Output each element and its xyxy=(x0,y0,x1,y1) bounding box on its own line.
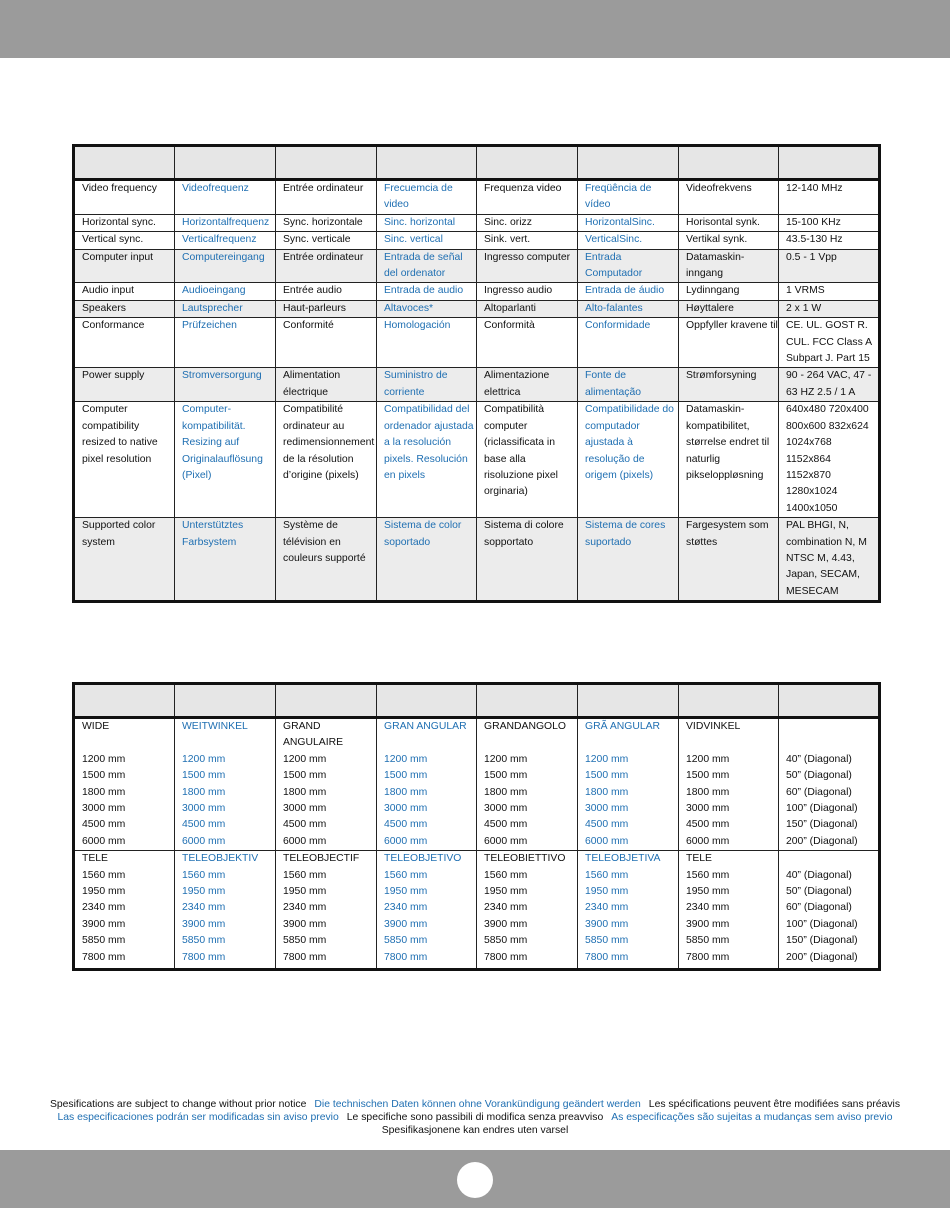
footer-text: Die technischen Daten können ohne Vorankündigung geändert werden xyxy=(314,1099,641,1110)
table-cell: Horizontalfrequenz xyxy=(175,214,276,231)
footer-text: Spesifications are subject to change without prior notice xyxy=(49,1099,307,1110)
table-row xyxy=(74,768,880,784)
table-cell: Entrée audio xyxy=(276,283,377,300)
footer-text: Le specifiche sono passibili di modifica senza preavviso xyxy=(346,1112,604,1123)
table-cell: 5850 mm xyxy=(679,933,779,949)
header-cell xyxy=(175,146,276,180)
table-cell: Ingresso audio xyxy=(477,283,578,300)
table-cell: Homologación xyxy=(377,318,477,368)
table-cell: GRANDANGOLO xyxy=(477,718,578,752)
header-cell xyxy=(679,684,779,718)
table-cell xyxy=(779,851,880,868)
table-cell: 200” (Diagonal) xyxy=(779,834,880,851)
table-cell: WEITWINKEL xyxy=(175,718,276,752)
table-cell: 1500 mm xyxy=(175,768,276,784)
table-cell: Ingresso computer xyxy=(477,249,578,283)
table-cell: Conformité xyxy=(276,318,377,368)
table-cell: Videofrekvens xyxy=(679,180,779,215)
table-cell: 12-140 MHz xyxy=(779,180,880,215)
table-cell: 50” (Diagonal) xyxy=(779,768,880,784)
table-cell: 7800 mm xyxy=(477,950,578,966)
header-cell xyxy=(276,146,377,180)
table-cell: Frequenza video xyxy=(477,180,578,215)
table-cell: Høyttalere xyxy=(679,300,779,317)
table-cell: Prüfzeichen xyxy=(175,318,276,368)
table-cell: Unterstütztes Farbsystem xyxy=(175,518,276,602)
table-cell: 1800 mm xyxy=(276,785,377,801)
table-cell: 7800 mm xyxy=(276,950,377,966)
table-cell: 1200 mm xyxy=(175,752,276,768)
table-row xyxy=(74,318,880,368)
table-row xyxy=(74,180,880,215)
table-cell: Stromversorgung xyxy=(175,368,276,402)
table-row xyxy=(74,214,880,231)
table-cell: Video frequency xyxy=(74,180,175,215)
table-row xyxy=(74,518,880,602)
table-cell: 1950 mm xyxy=(679,884,779,900)
table-cell: Conformità xyxy=(477,318,578,368)
table-cell: 3900 mm xyxy=(74,917,175,933)
table-cell: Système de télévision en couleurs supporté xyxy=(276,518,377,602)
table-cell: 3900 mm xyxy=(477,917,578,933)
table-cell: Haut-parleurs xyxy=(276,300,377,317)
table-row xyxy=(74,817,880,833)
table-cell: 1800 mm xyxy=(74,785,175,801)
table-cell: Conformance xyxy=(74,318,175,368)
table-cell xyxy=(679,966,779,970)
table-row xyxy=(74,851,880,868)
table-cell: 1500 mm xyxy=(679,768,779,784)
table-cell: 3000 mm xyxy=(377,801,477,817)
table-cell: Speakers xyxy=(74,300,175,317)
table-cell: 1800 mm xyxy=(377,785,477,801)
table-cell: 5850 mm xyxy=(578,933,679,949)
table-cell: 1200 mm xyxy=(578,752,679,768)
table-cell: Computer-kompatibilität. Resizing auf Originalauflösung (Pixel) xyxy=(175,402,276,518)
table-cell: 3000 mm xyxy=(74,801,175,817)
table-cell: 4500 mm xyxy=(578,817,679,833)
table-cell: 3900 mm xyxy=(679,917,779,933)
table-row xyxy=(74,884,880,900)
table-cell: Audio input xyxy=(74,283,175,300)
table-cell: Strømforsyning xyxy=(679,368,779,402)
table-cell: 3900 mm xyxy=(175,917,276,933)
table-row xyxy=(74,834,880,851)
table-cell: HorizontalSinc. xyxy=(578,214,679,231)
table-cell: 60” (Diagonal) xyxy=(779,900,880,916)
footer-line xyxy=(0,1111,950,1124)
table-header-row xyxy=(74,684,880,718)
table-cell: 1560 mm xyxy=(276,868,377,884)
table-cell: 1800 mm xyxy=(679,785,779,801)
table-cell: 150” (Diagonal) xyxy=(779,817,880,833)
table-cell: 3000 mm xyxy=(477,801,578,817)
header-cell xyxy=(477,146,578,180)
table-cell: 3000 mm xyxy=(679,801,779,817)
table-cell: VerticalSinc. xyxy=(578,232,679,249)
table-cell: 5850 mm xyxy=(74,933,175,949)
table-header-row xyxy=(74,146,880,180)
table-cell: 50” (Diagonal) xyxy=(779,884,880,900)
table-cell: Fonte de alimentação xyxy=(578,368,679,402)
table-row xyxy=(74,752,880,768)
table-cell: TELEOBIETTIVO xyxy=(477,851,578,868)
table-cell: CE. UL. GOST R. CUL. FCC Class A Subpart J. Part 15 xyxy=(779,318,880,368)
table-cell: Freqüência de vídeo xyxy=(578,180,679,215)
table-cell: 7800 mm xyxy=(377,950,477,966)
table-cell: 1800 mm xyxy=(578,785,679,801)
table-cell: 1500 mm xyxy=(276,768,377,784)
table-cell: PAL BHGI, N, combination N, M NTSC M, 4.43, Japan, SECAM, MESECAM xyxy=(779,518,880,602)
table-cell: Sinc. horizontal xyxy=(377,214,477,231)
table-row xyxy=(74,950,880,966)
header-cell xyxy=(74,146,175,180)
table-cell: 4500 mm xyxy=(74,817,175,833)
footer-disclaimer xyxy=(0,1098,950,1137)
table-cell: 4500 mm xyxy=(679,817,779,833)
table-cell: Entrada Computador xyxy=(578,249,679,283)
table-cell: 6000 mm xyxy=(679,834,779,851)
header-cell xyxy=(779,684,880,718)
table-cell: Verticalfrequenz xyxy=(175,232,276,249)
table-cell: 3900 mm xyxy=(276,917,377,933)
table-row xyxy=(74,801,880,817)
table-cell: 2340 mm xyxy=(578,900,679,916)
table-cell: 1950 mm xyxy=(578,884,679,900)
table-cell: 1500 mm xyxy=(74,768,175,784)
table-cell: Vertikal synk. xyxy=(679,232,779,249)
header-cell xyxy=(578,684,679,718)
table-cell: Sinc. orizz xyxy=(477,214,578,231)
table-cell: TELEOBJETIVO xyxy=(377,851,477,868)
table-cell: Lautsprecher xyxy=(175,300,276,317)
table-cell: 1200 mm xyxy=(377,752,477,768)
table-cell: 7800 mm xyxy=(679,950,779,966)
table-cell: GRÃ ANGULAR xyxy=(578,718,679,752)
table-cell: 2340 mm xyxy=(377,900,477,916)
table-cell: 1200 mm xyxy=(74,752,175,768)
table-cell: 4500 mm xyxy=(377,817,477,833)
table-cell: Conformidade xyxy=(578,318,679,368)
table-cell: Compatibilidade do computador ajustada à resolução de origem (pixels) xyxy=(578,402,679,518)
table-row xyxy=(74,718,880,752)
table-row xyxy=(74,232,880,249)
table-cell: 2340 mm xyxy=(276,900,377,916)
table-cell: 1950 mm xyxy=(477,884,578,900)
table-cell: 3000 mm xyxy=(276,801,377,817)
table-cell: 4500 mm xyxy=(175,817,276,833)
header-cell xyxy=(175,684,276,718)
table-cell: Sistema di colore sopportato xyxy=(477,518,578,602)
table-cell: 200” (Diagonal) xyxy=(779,950,880,966)
table-cell: Entrée ordinateur xyxy=(276,180,377,215)
table-cell xyxy=(779,718,880,752)
table-cell: Compatibilidad del ordenador ajustada a la resolución pixels. Resolución en pixels xyxy=(377,402,477,518)
table-cell: 0.5 - 1 Vpp xyxy=(779,249,880,283)
header-cell xyxy=(377,684,477,718)
table-cell: 1560 mm xyxy=(679,868,779,884)
footer-text: Las especificaciones podrán ser modificadas sin aviso previo xyxy=(57,1112,339,1123)
table-cell: 40” (Diagonal) xyxy=(779,752,880,768)
table-cell: 1500 mm xyxy=(477,768,578,784)
table-cell: GRAN ANGULAR xyxy=(377,718,477,752)
header-cell xyxy=(276,684,377,718)
table-cell: Datamaskin-inngang xyxy=(679,249,779,283)
table-cell: Entrada de señal del ordenator xyxy=(377,249,477,283)
bottom-banner xyxy=(0,1150,950,1208)
table-row xyxy=(74,900,880,916)
table-cell: 1950 mm xyxy=(175,884,276,900)
table-cell: 5850 mm xyxy=(276,933,377,949)
table-cell: 4500 mm xyxy=(276,817,377,833)
header-cell xyxy=(377,146,477,180)
table-cell: 1560 mm xyxy=(74,868,175,884)
table-spacer-row xyxy=(74,966,880,970)
table-cell: Supported color system xyxy=(74,518,175,602)
table-cell: 1560 mm xyxy=(477,868,578,884)
table-cell: 7800 mm xyxy=(74,950,175,966)
table-cell xyxy=(175,966,276,970)
table-cell: 1200 mm xyxy=(477,752,578,768)
table-cell: Frecuemcia de video xyxy=(377,180,477,215)
table-cell xyxy=(779,966,880,970)
table-cell: Altavoces* xyxy=(377,300,477,317)
table-cell: TELEOBJETIVA xyxy=(578,851,679,868)
header-cell xyxy=(779,146,880,180)
footer-line xyxy=(0,1098,950,1111)
table-cell: 6000 mm xyxy=(477,834,578,851)
table-cell: 2340 mm xyxy=(679,900,779,916)
table-cell xyxy=(477,966,578,970)
table-cell: 5850 mm xyxy=(175,933,276,949)
specifications-table xyxy=(72,144,881,603)
table-cell: Computereingang xyxy=(175,249,276,283)
table-cell: 640x480 720x400 800x600 832x624 1024x768 1152x864 1152x870 1280x1024 1400x1050 xyxy=(779,402,880,518)
header-cell xyxy=(74,684,175,718)
table-cell: 1200 mm xyxy=(679,752,779,768)
table-cell: 3900 mm xyxy=(578,917,679,933)
table-cell: 100” (Diagonal) xyxy=(779,917,880,933)
table-cell: Altoparlanti xyxy=(477,300,578,317)
table-cell: 40” (Diagonal) xyxy=(779,868,880,884)
table-cell: Entrada de áudio xyxy=(578,283,679,300)
table-cell xyxy=(276,966,377,970)
table-cell xyxy=(578,966,679,970)
table-cell: Power supply xyxy=(74,368,175,402)
table-cell: 6000 mm xyxy=(74,834,175,851)
footer-line xyxy=(0,1124,950,1137)
table-cell: TELEOBJEKTIV xyxy=(175,851,276,868)
table-cell: GRAND ANGULAIRE xyxy=(276,718,377,752)
table-cell: 2340 mm xyxy=(175,900,276,916)
table-cell xyxy=(377,966,477,970)
footer-text: As especificações são sujeitas a mudanças sem aviso previo xyxy=(611,1112,893,1123)
table-cell: Alto-falantes xyxy=(578,300,679,317)
table-cell: 3000 mm xyxy=(175,801,276,817)
table-cell: Alimentazione elettrica xyxy=(477,368,578,402)
table-cell: 1560 mm xyxy=(377,868,477,884)
table-row xyxy=(74,917,880,933)
table-cell: Fargesystem som støttes xyxy=(679,518,779,602)
table-row xyxy=(74,300,880,317)
table-cell: 15-100 KHz xyxy=(779,214,880,231)
table-row xyxy=(74,933,880,949)
table-row xyxy=(74,368,880,402)
table-cell: 5850 mm xyxy=(377,933,477,949)
table-cell: 1800 mm xyxy=(175,785,276,801)
table-cell: Entrée ordinateur xyxy=(276,249,377,283)
table-cell: Computer compatibility resized to native pixel resolution xyxy=(74,402,175,518)
table-cell: Sync. horizontale xyxy=(276,214,377,231)
table-cell: TELE xyxy=(74,851,175,868)
table-cell: Suministro de corriente xyxy=(377,368,477,402)
header-cell xyxy=(679,146,779,180)
table-cell: 6000 mm xyxy=(377,834,477,851)
table-cell: 43.5-130 Hz xyxy=(779,232,880,249)
table-cell: 100” (Diagonal) xyxy=(779,801,880,817)
table-cell: TELE xyxy=(679,851,779,868)
lens-distance-table xyxy=(72,682,881,971)
table-cell: 6000 mm xyxy=(276,834,377,851)
table-cell: Datamaskin-kompatibilitet, størrelse endret til naturlig pikseloppløsning xyxy=(679,402,779,518)
table-row xyxy=(74,249,880,283)
table-cell: 6000 mm xyxy=(578,834,679,851)
table-cell: 1950 mm xyxy=(377,884,477,900)
table-cell: Sync. verticale xyxy=(276,232,377,249)
table-cell: 2 x 1 W xyxy=(779,300,880,317)
table-cell: Videofrequenz xyxy=(175,180,276,215)
table-cell: 6000 mm xyxy=(175,834,276,851)
table-cell: VIDVINKEL xyxy=(679,718,779,752)
table-cell: 3900 mm xyxy=(377,917,477,933)
table-cell: Horizontal sync. xyxy=(74,214,175,231)
table-cell: 1800 mm xyxy=(477,785,578,801)
table-cell: 1500 mm xyxy=(377,768,477,784)
table-cell: Lydinngang xyxy=(679,283,779,300)
table-cell: Alimentation électrique xyxy=(276,368,377,402)
table-cell: 1950 mm xyxy=(74,884,175,900)
table-cell: Sink. vert. xyxy=(477,232,578,249)
table-cell: Entrada de audio xyxy=(377,283,477,300)
table-cell: 1560 mm xyxy=(175,868,276,884)
table-cell xyxy=(74,966,175,970)
table-row xyxy=(74,785,880,801)
table-cell: 5850 mm xyxy=(477,933,578,949)
table-cell: 60” (Diagonal) xyxy=(779,785,880,801)
table-cell: Compatibilité ordinateur au redimensionnement de la résolution d’origine (pixels) xyxy=(276,402,377,518)
table-cell: Sistema de cores suportado xyxy=(578,518,679,602)
table-cell: 1500 mm xyxy=(578,768,679,784)
table-cell: 90 - 264 VAC, 47 - 63 HZ 2.5 / 1 A xyxy=(779,368,880,402)
table-cell: 1950 mm xyxy=(276,884,377,900)
header-cell xyxy=(578,146,679,180)
table-cell: 2340 mm xyxy=(74,900,175,916)
footer-text: Spesifikasjonene kan endres uten varsel xyxy=(381,1125,569,1136)
table-row xyxy=(74,402,880,518)
table-cell: Vertical sync. xyxy=(74,232,175,249)
table-cell: Computer input xyxy=(74,249,175,283)
table-cell: TELEOBJECTIF xyxy=(276,851,377,868)
table-cell: Horisontal synk. xyxy=(679,214,779,231)
table-cell: Sistema de color soportado xyxy=(377,518,477,602)
table-cell: 4500 mm xyxy=(477,817,578,833)
table-cell: 1560 mm xyxy=(578,868,679,884)
table-cell: 150” (Diagonal) xyxy=(779,933,880,949)
page-number-badge xyxy=(457,1162,493,1198)
table-cell: 2340 mm xyxy=(477,900,578,916)
table-cell: Compatibilità computer (riclassificata in base alla risoluzione pixel orginaria) xyxy=(477,402,578,518)
top-banner xyxy=(0,0,950,58)
table-cell: 3000 mm xyxy=(578,801,679,817)
table-cell: Sinc. vertical xyxy=(377,232,477,249)
header-cell xyxy=(477,684,578,718)
table-cell: 1200 mm xyxy=(276,752,377,768)
table-cell: WIDE xyxy=(74,718,175,752)
table-cell: 7800 mm xyxy=(578,950,679,966)
table-cell: Audioeingang xyxy=(175,283,276,300)
footer-text: Les spécifications peuvent être modifiées sans préavis xyxy=(648,1099,901,1110)
table-cell: Oppfyller kravene til xyxy=(679,318,779,368)
table-row xyxy=(74,868,880,884)
table-row xyxy=(74,283,880,300)
table-cell: 7800 mm xyxy=(175,950,276,966)
table-cell: 1 VRMS xyxy=(779,283,880,300)
